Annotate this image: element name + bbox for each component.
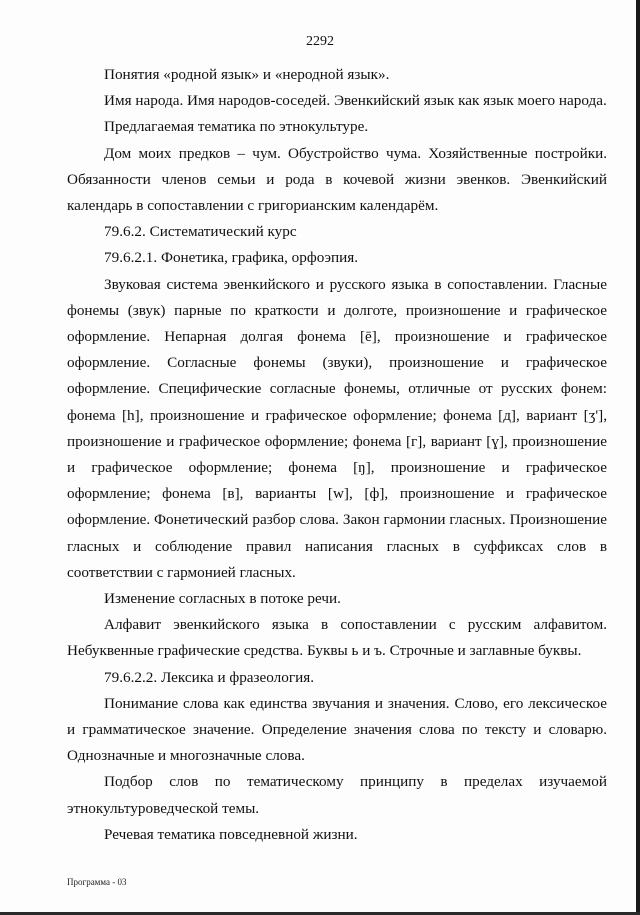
paragraph-ancestors-home: Дом моих предков – чум. Обустройство чума. Хозяйственные постройки. Обязанности членов семьи и рода в кочевой жизни эвенков. Эвенкийский календарь в сопоставлении с григорианским календарём. [67,144,607,215]
paragraph-ethnoculture-topics: Предлагаемая тематика по этнокультуре. [104,118,369,136]
document-body [67,62,607,848]
paragraph-people-name: Имя народа. Имя народов-соседей. Эвенкийский язык как язык моего народа. [104,92,607,110]
paragraph-native-language: Понятия «родной язык» и «неродной язык». [104,66,390,83]
paragraph-alphabet: Алфавит эвенкийского языка в сопоставлении с русским алфавитом. Небуквенные графические средства. Буквы ь и ъ. Строчные и заглавные буквы. [67,616,607,660]
paragraph-word-meaning: Понимание слова как единства звучания и значения. Слово, его лексическое и грамматическое значение. Определение значения слова по тексту и словарю. Однозначные и многозначные слова. [67,694,607,765]
footer-program-label: Программа - 03 [67,877,127,887]
section-heading-phonetics: 79.6.2.1. Фонетика, графика, орфоэпия. [104,249,359,267]
section-heading-lexicon: 79.6.2.2. Лексика и фразеология. [104,668,314,686]
scan-edge-right [636,0,640,915]
paragraph-word-selection: Подбор слов по тематическому принципу в пределах изучаемой этнокультуроведческой темы. [67,773,607,817]
paragraph-sound-system: Звуковая система эвенкийского и русского языка в сопоставлении. Гласные фонемы (звук) парные по краткости и долготе, произношение и графическое оформление. Непарная долгая фонема [ē], произношение и графическое оформление. Согласные фонемы (звуки), произношение и графическое оформление. Специфические согласные фонемы, отличные от русских фонем: фонема [h], произношение и графическое оформление; фонема [д], вариант [ʒ'], произношение и графическое оформление; фонема [г], вариант [ɣ], произношение и графическое оформление; фонема [ŋ], произношение и графическое оформление; фонема [в], варианты [w], [ф], произношение и графическое оформление. Фонетический разбор слова. Закон гармонии гласных. Произношение гласных и соблюдение правил написания гласных в суффиксах слов в соответствии с гармонией гласных. [67,275,607,581]
page-number: 2292 [306,34,334,49]
section-heading-systematic-course: 79.6.2. Систематический курс [104,223,297,241]
paragraph-everyday-topics: Речевая тематика повседневной жизни. [104,825,358,843]
paragraph-consonant-change: Изменение согласных в потоке речи. [104,590,341,608]
